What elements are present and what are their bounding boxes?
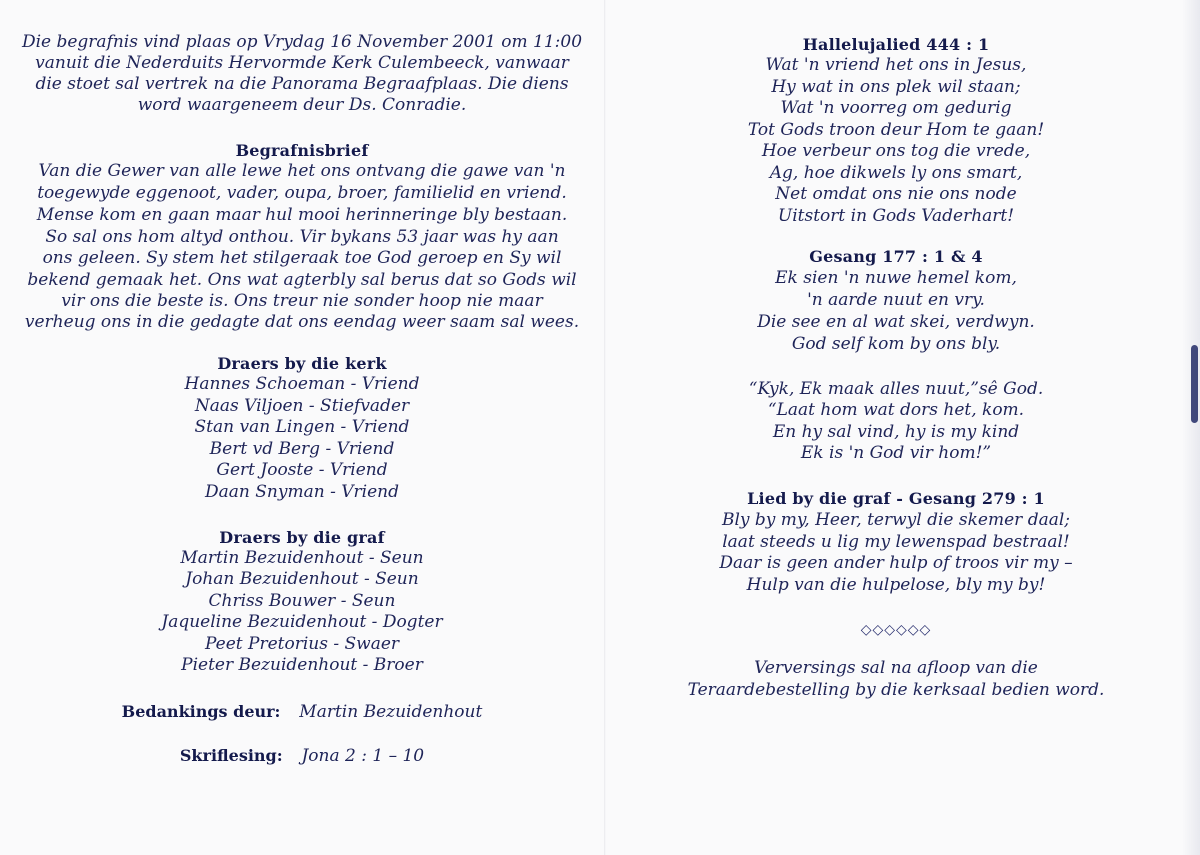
hymn-line: Wat 'n voorreg om gedurig [780, 98, 1012, 118]
hymn-line: Hulp van die hulpelose, bly my by! [746, 575, 1046, 595]
begrafnisbrief-line: So sal ons hom altyd onthou. Vir bykans 53 jaar was hy aan [45, 227, 559, 247]
hymn-line: laat steeds u lig my lewenspad bestraal! [722, 532, 1070, 552]
bedankings-row [0, 701, 604, 724]
intro-line: vanuit die Nederduits Hervormde Kerk Culembeeck, vanwaar [35, 53, 569, 73]
draers-kerk-heading: Draers by die kerk [217, 354, 387, 373]
begrafnisbrief-line: Mense kom en gaan maar hul mooi herinneringe bly bestaan. [36, 205, 568, 225]
diamond-separator: ◇◇◇◇◇◇ [860, 622, 932, 638]
draer-item: Peet Pretorius - Swaer [204, 634, 400, 654]
draer-item: Gert Jooste - Vriend [216, 460, 388, 480]
draer-item: Johan Bezuidenhout - Seun [185, 569, 419, 589]
intro-line: word waargeneem deur Ds. Conradie. [137, 95, 467, 115]
hymn-line: “Kyk, Ek maak alles nuut,”sê God. [748, 379, 1044, 399]
intro-line: Die begrafnis vind plaas op Vrydag 16 November 2001 om 11:00 [21, 32, 583, 52]
begrafnisbrief-line: ons geleen. Sy stem het stilgeraak toe God geroep en Sy wil [42, 248, 562, 268]
closing-line: Teraardebestelling by die kerksaal bedien word. [687, 680, 1105, 700]
begrafnisbrief-line: bekend gemaak het. Ons wat agterbly sal berus dat so Gods wil [27, 270, 577, 290]
intro-line: die stoet sal vertrek na die Panorama Begraafplaas. Die diens [35, 74, 569, 94]
draer-item: Pieter Bezuidenhout - Broer [181, 655, 423, 675]
skriflesing-label: Skriflesing: [179, 746, 283, 765]
draer-item: Daan Snyman - Vriend [205, 482, 399, 502]
bedankings-value: Martin Bezuidenhout [299, 702, 483, 722]
hymn-line: En hy sal vind, hy is my kind [772, 422, 1020, 442]
hymn-line: Ek is 'n God vir hom!” [800, 443, 992, 463]
hymn-line: Uitstort in Gods Vaderhart! [777, 206, 1015, 226]
hymn-line: Bly by my, Heer, terwyl die skemer daal; [721, 510, 1071, 530]
hymn-line: “Laat hom wat dors het, kom. [767, 400, 1025, 420]
draer-item: Martin Bezuidenhout - Seun [180, 548, 424, 568]
hymn-line: God self kom by ons bly. [791, 334, 1001, 354]
begrafnisbrief-line: Van die Gewer van alle lewe het ons ontvang die gawe van 'n [38, 161, 566, 181]
hymn-line: Wat 'n vriend het ons in Jesus, [765, 55, 1027, 75]
draer-item: Jaqueline Bezuidenhout - Dogter [161, 612, 443, 632]
closing-line: Verversings sal na afloop van die [754, 658, 1038, 678]
hallelujalied-heading: Hallelujalied 444 : 1 [802, 35, 990, 54]
hymn-line: Daar is geen ander hulp of troos vir my – [719, 553, 1073, 573]
bedankings-label: Bedankings deur: [121, 702, 281, 721]
begrafnisbrief-heading: Begrafnisbrief [235, 141, 369, 160]
hymn-line: Tot Gods troon deur Hom te gaan! [747, 120, 1045, 140]
draer-item: Chriss Bouwer - Seun [208, 591, 396, 611]
hymn-line: 'n aarde nuut en vry. [807, 290, 985, 310]
draers-graf-heading: Draers by die graf [219, 528, 385, 547]
skriflesing-row [0, 745, 604, 768]
lied-graf-heading: Lied by die graf - Gesang 279 : 1 [747, 489, 1045, 508]
draer-item: Stan van Lingen - Vriend [194, 417, 410, 437]
hymn-line: Hy wat in ons plek wil staan; [771, 77, 1021, 97]
hymn-line: Hoe verbeur ons tog die vrede, [761, 141, 1031, 161]
begrafnisbrief-line: vir ons die beste is. Ons treur nie sonder hoop nie maar [61, 291, 543, 311]
draer-item: Bert vd Berg - Vriend [209, 439, 395, 459]
begrafnisbrief-line: verheug ons in die gedagte dat ons eendag weer saam sal wees. [24, 312, 580, 332]
hymn-line: Ag, hoe dikwels ly ons smart, [769, 163, 1023, 183]
gesang177-heading: Gesang 177 : 1 & 4 [809, 247, 983, 266]
draer-item: Naas Viljoen - Stiefvader [194, 396, 410, 416]
hymn-line: Die see en al wat skei, verdwyn. [757, 312, 1035, 332]
draer-item: Hannes Schoeman - Vriend [184, 374, 420, 394]
skriflesing-value: Jona 2 : 1 – 10 [301, 746, 425, 766]
hymn-line: Ek sien 'n nuwe hemel kom, [775, 268, 1017, 288]
hymn-line: Net omdat ons nie ons node [775, 184, 1017, 204]
begrafnisbrief-line: toegewyde eggenoot, vader, oupa, broer, familielid en vriend. [37, 183, 567, 203]
